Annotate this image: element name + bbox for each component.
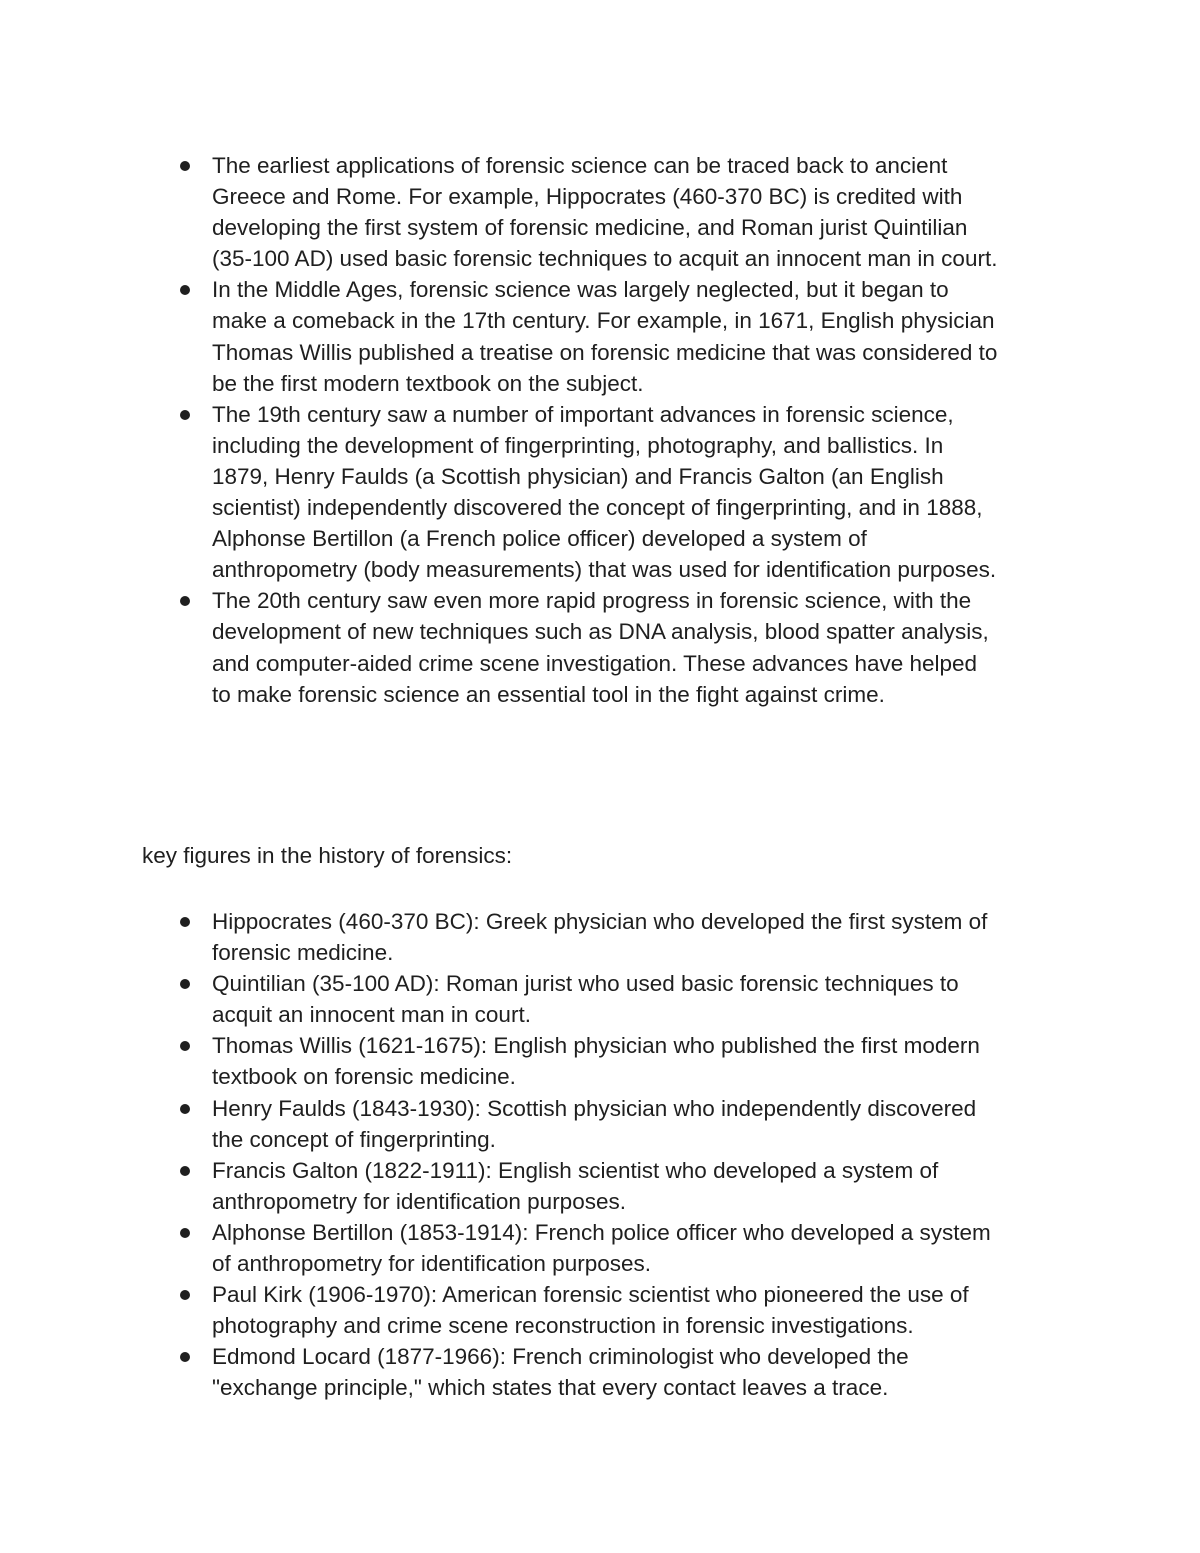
list-item-text: The earliest applications of forensic science can be traced back to ancient Greece and Rome. For example, Hippocrates (460-370 BC) is credited with developing the first system of forensic medicine, and Roman jurist Quintilian (35-100 AD) used basic forensic techniques to acquit an innocent man in court. xyxy=(212,153,998,272)
list-item xyxy=(212,150,1002,274)
bullet-icon xyxy=(180,161,190,171)
list-item xyxy=(212,906,1002,968)
bullet-icon xyxy=(180,1228,190,1238)
list-item xyxy=(212,1093,1002,1155)
bullet-icon xyxy=(180,285,190,295)
list-item xyxy=(212,1217,1002,1279)
list-item xyxy=(212,1030,1002,1092)
bullet-icon xyxy=(180,979,190,989)
list-item-text: Alphonse Bertillon (1853-1914): French police officer who developed a system of anthropometry for identification purposes. xyxy=(212,1219,991,1277)
bullet-icon xyxy=(180,1166,190,1176)
list-item-text: Paul Kirk (1906-1970): American forensic scientist who pioneered the use of photography and crime scene reconstruction in forensic investigations. xyxy=(212,1282,969,1339)
list-item xyxy=(212,968,1002,1030)
list-item-text: Francis Galton (1822-1911): English scientist who developed a system of anthropometry for identification purposes. xyxy=(212,1157,939,1214)
bullet-icon xyxy=(180,917,190,927)
key-figures-bullet-list xyxy=(212,906,1002,1404)
list-item xyxy=(212,399,1002,586)
list-item-text: The 19th century saw a number of important advances in forensic science, including the development of fingerprinting, photography, and ballistics. In 1879, Henry Faulds (a Scottish physician) and Francis Galton (an English scientist) independently discovered the concept of fingerprinting, and in 1888, Alphonse Bertillon (a French police officer) developed a system of anthropometry (body measurements) that was used for identification purposes. xyxy=(212,401,997,583)
list-item-text: Henry Faulds (1843-1930): Scottish physician who independently discovered the concept of fingerprinting. xyxy=(212,1095,977,1152)
bullet-icon xyxy=(180,1041,190,1051)
list-item-text: Edmond Locard (1877-1966): French criminologist who developed the "exchange principle," which states that every contact leaves a trace. xyxy=(212,1344,909,1401)
list-item xyxy=(212,1279,1002,1341)
key-figures-heading: key figures in the history of forensics: xyxy=(142,843,513,868)
bullet-icon xyxy=(180,1104,190,1114)
bullet-icon xyxy=(180,1352,190,1362)
list-item-text: Hippocrates (460-370 BC): Greek physician who developed the first system of forensic medicine. xyxy=(212,909,988,966)
list-item xyxy=(212,1155,1002,1217)
list-item xyxy=(212,585,1002,709)
list-item-text: Thomas Willis (1621-1675): English physician who published the first modern textbook on forensic medicine. xyxy=(212,1033,980,1090)
list-item-text: In the Middle Ages, forensic science was largely neglected, but it began to make a comeback in the 17th century. For example, in 1671, English physician Thomas Willis published a treatise on forensic medicine that was considered to be the first modern textbook on the subject. xyxy=(212,277,998,396)
list-item-text: The 20th century saw even more rapid progress in forensic science, with the development of new techniques such as DNA analysis, blood spatter analysis, and computer-aided crime scene investigation. These advances have helped to make forensic science an essential tool in the fight against crime. xyxy=(212,588,989,707)
bullet-icon xyxy=(180,410,190,420)
bullet-icon xyxy=(180,596,190,606)
list-item xyxy=(212,274,1002,398)
list-item xyxy=(212,1341,1002,1403)
list-item-text: Quintilian (35-100 AD): Roman jurist who used basic forensic techniques to acquit an innocent man in court. xyxy=(212,971,959,1028)
history-bullet-list xyxy=(212,150,1002,710)
bullet-icon xyxy=(180,1290,190,1300)
